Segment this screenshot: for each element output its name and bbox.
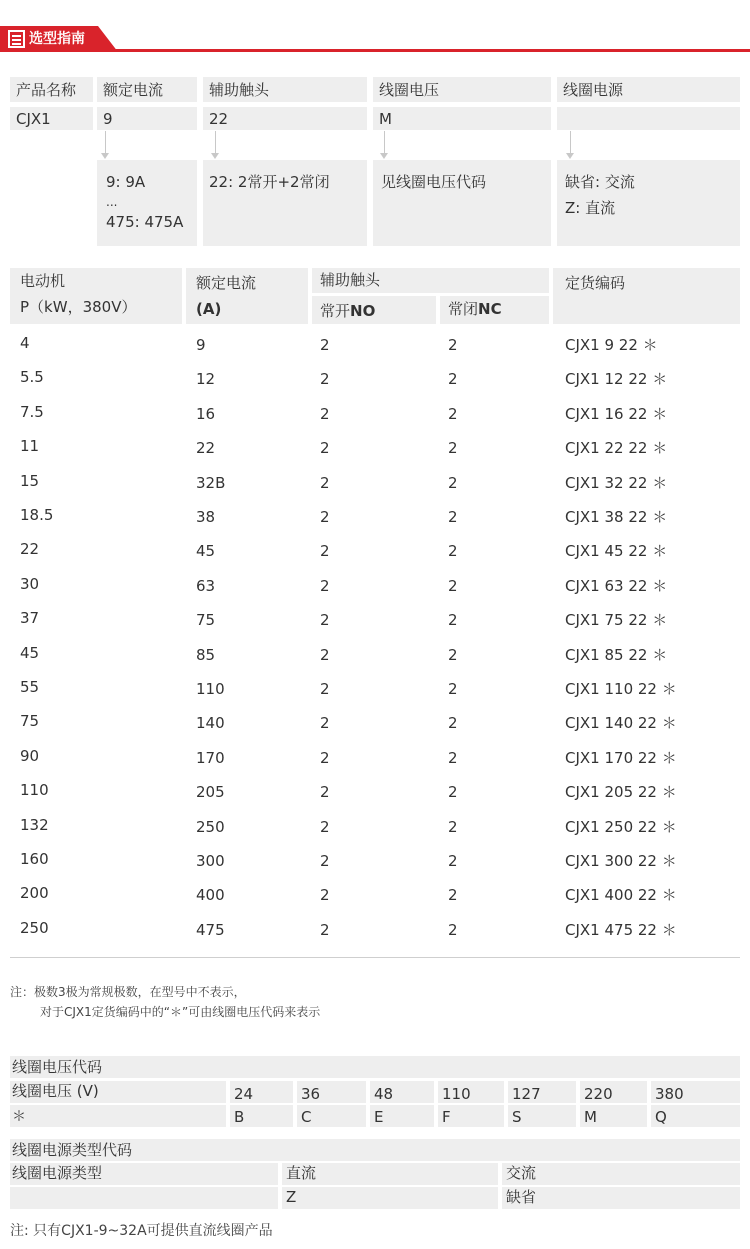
- header-nc-label: 常闭: [448, 300, 479, 318]
- cell-current: 170: [196, 748, 225, 767]
- section-header: [0, 0, 750, 58]
- voltage-code: S: [508, 1105, 576, 1127]
- header-code: 定货编码: [553, 268, 740, 324]
- cell-nc: 2: [448, 748, 458, 767]
- cell-power: 45: [20, 643, 40, 662]
- cell-power: 5.5: [20, 368, 44, 387]
- header-motor: [10, 268, 182, 324]
- cell-current: 32B: [196, 473, 226, 492]
- note-dc-coil: 注: 只有CJX1-9~32A可提供直流线圈产品: [10, 1223, 273, 1239]
- model-header-name: 产品名称: [10, 77, 93, 102]
- cell-no: 2: [320, 508, 330, 526]
- section-title: 选型指南: [29, 31, 85, 47]
- voltage-value: 48: [370, 1081, 434, 1103]
- current-detail: [97, 160, 197, 246]
- cell-order-code: CJX1 250 22 ＊: [565, 817, 677, 836]
- cell-power: 4: [20, 334, 30, 352]
- cell-nc: 2: [448, 783, 458, 802]
- source-code-label-blank: [10, 1187, 278, 1209]
- cell-current: 38: [196, 508, 216, 526]
- cell-order-code: CJX1 22 22 ＊: [565, 439, 668, 458]
- arrow-down-icon: [101, 153, 109, 159]
- model-header-voltage: 线圈电压: [373, 77, 551, 102]
- cell-order-code: CJX1 400 22 ＊: [565, 886, 677, 905]
- cell-current: 250: [196, 817, 225, 836]
- arrow-down-icon: [380, 153, 388, 159]
- model-value-source: [557, 107, 740, 130]
- cell-order-code: CJX1 9 22 ＊: [565, 336, 658, 354]
- cell-nc: 2: [448, 473, 458, 492]
- header-current-line1: 额定电流: [196, 274, 257, 292]
- model-value-name: CJX1: [10, 107, 93, 130]
- voltage-label: 线圈电压 (V): [10, 1081, 226, 1103]
- cell-nc: 2: [448, 508, 458, 526]
- connector-line: [570, 131, 571, 153]
- cell-power: 37: [20, 609, 40, 628]
- header-contacts: 辅助触头: [312, 268, 549, 293]
- voltage-code: Q: [651, 1105, 740, 1127]
- header-nc-code: NC: [478, 300, 502, 318]
- voltage-value: 380: [651, 1081, 740, 1103]
- document-icon: [8, 30, 25, 48]
- source-detail-line: 缺省: 交流: [565, 173, 635, 191]
- cell-current: 75: [196, 611, 216, 630]
- voltage-code: E: [370, 1105, 434, 1127]
- model-header-contacts: 辅助触头: [203, 77, 367, 102]
- note-poles: 注：极数3极为常规极数，在型号中不表示，: [10, 985, 246, 999]
- cell-no: 2: [320, 439, 330, 458]
- cell-current: 9: [196, 336, 206, 354]
- table-bottom-divider: [10, 957, 740, 958]
- cell-order-code: CJX1 75 22 ＊: [565, 611, 668, 630]
- cell-current: 45: [196, 542, 216, 561]
- source-type-label: 线圈电源类型: [10, 1163, 278, 1185]
- cell-no: 2: [320, 852, 330, 870]
- arrow-down-icon: [566, 153, 574, 159]
- source-type-ac: 交流: [502, 1163, 740, 1185]
- source-type-dc: 直流: [282, 1163, 498, 1185]
- cell-current: 22: [196, 439, 216, 458]
- cell-no: 2: [320, 920, 330, 939]
- cell-order-code: CJX1 32 22 ＊: [565, 473, 668, 492]
- cell-current: 12: [196, 370, 216, 389]
- cell-no: 2: [320, 336, 330, 354]
- cell-nc: 2: [448, 714, 458, 733]
- cell-power: 7.5: [20, 402, 44, 421]
- cell-order-code: CJX1 110 22 ＊: [565, 680, 677, 698]
- cell-order-code: CJX1 12 22 ＊: [565, 370, 668, 389]
- model-value-voltage: M: [373, 107, 551, 130]
- cell-nc: 2: [448, 852, 458, 870]
- cell-no: 2: [320, 370, 330, 389]
- cell-no: 2: [320, 473, 330, 492]
- cell-nc: 2: [448, 611, 458, 630]
- header-motor-line2: P（kW，380V）: [20, 298, 137, 316]
- cell-no: 2: [320, 714, 330, 733]
- connector-line: [384, 131, 385, 153]
- cell-no: 2: [320, 680, 330, 698]
- source-code-ac: 缺省: [502, 1187, 740, 1209]
- cell-no: 2: [320, 576, 330, 595]
- cell-no: 2: [320, 886, 330, 905]
- cell-current: 300: [196, 852, 225, 870]
- cell-nc: 2: [448, 336, 458, 354]
- current-detail-line: 9: 9A: [106, 173, 146, 191]
- model-value-current: 9: [97, 107, 197, 130]
- cell-no: 2: [320, 748, 330, 767]
- note-asterisk: 对于CJX1定货编码中的“＊”可由线圈电压代码来表示: [40, 1005, 321, 1019]
- source-code-dc: Z: [282, 1187, 498, 1209]
- cell-power: 250: [20, 918, 49, 937]
- cell-current: 140: [196, 714, 225, 733]
- cell-order-code: CJX1 170 22 ＊: [565, 748, 677, 767]
- header-no-code: NO: [350, 302, 376, 320]
- cell-current: 400: [196, 886, 225, 905]
- cell-nc: 2: [448, 542, 458, 561]
- cell-power: 30: [20, 574, 40, 593]
- cell-current: 85: [196, 645, 216, 664]
- model-value-contacts: 22: [203, 107, 367, 130]
- header-no-label: 常开: [320, 302, 351, 320]
- section-underline: [0, 49, 750, 52]
- cell-no: 2: [320, 645, 330, 664]
- header-no: [312, 296, 436, 324]
- header-nc: [440, 296, 549, 324]
- cell-nc: 2: [448, 680, 458, 698]
- model-header-current: 额定电流: [97, 77, 197, 102]
- voltage-value: 127: [508, 1081, 576, 1103]
- source-detail-line: Z: 直流: [565, 199, 616, 217]
- cell-order-code: CJX1 63 22 ＊: [565, 576, 668, 595]
- cell-power: 110: [20, 781, 49, 800]
- header-motor-line1: 电动机: [20, 272, 66, 290]
- connector-line: [105, 131, 106, 153]
- voltage-code: C: [297, 1105, 366, 1127]
- cell-nc: 2: [448, 817, 458, 836]
- cell-no: 2: [320, 817, 330, 836]
- contacts-detail: 22: 2常开+2常闭: [203, 160, 367, 246]
- cell-power: 11: [20, 437, 40, 456]
- cell-power: 90: [20, 746, 40, 765]
- voltage-value: 24: [230, 1081, 293, 1103]
- cell-power: 200: [20, 884, 49, 903]
- voltage-value: 36: [297, 1081, 366, 1103]
- cell-nc: 2: [448, 920, 458, 939]
- connector-line: [215, 131, 216, 153]
- cell-order-code: CJX1 475 22 ＊: [565, 920, 677, 939]
- cell-nc: 2: [448, 439, 458, 458]
- cell-nc: 2: [448, 404, 458, 423]
- cell-power: 18.5: [20, 506, 54, 524]
- cell-current: 63: [196, 576, 216, 595]
- cell-current: 205: [196, 783, 225, 802]
- cell-no: 2: [320, 611, 330, 630]
- cell-no: 2: [320, 404, 330, 423]
- cell-order-code: CJX1 16 22 ＊: [565, 404, 668, 423]
- cell-current: 16: [196, 404, 216, 423]
- voltage-code: F: [438, 1105, 504, 1127]
- cell-power: 132: [20, 815, 49, 834]
- asterisk-label: ＊: [10, 1105, 226, 1127]
- cell-order-code: CJX1 205 22 ＊: [565, 783, 677, 802]
- arrow-down-icon: [211, 153, 219, 159]
- cell-no: 2: [320, 783, 330, 802]
- cell-power: 15: [20, 471, 40, 490]
- cell-power: 55: [20, 678, 40, 696]
- model-header-source: 线圈电源: [557, 77, 740, 102]
- cell-no: 2: [320, 542, 330, 561]
- header-current-line2: (A): [196, 300, 222, 318]
- voltage-value: 220: [580, 1081, 647, 1103]
- cell-order-code: CJX1 45 22 ＊: [565, 542, 668, 561]
- cell-nc: 2: [448, 576, 458, 595]
- cell-power: 75: [20, 712, 40, 731]
- current-detail-line: ...: [106, 195, 118, 209]
- cell-order-code: CJX1 85 22 ＊: [565, 645, 668, 664]
- voltage-code: M: [580, 1105, 647, 1127]
- voltage-code-title: 线圈电压代码: [10, 1056, 740, 1078]
- cell-power: 160: [20, 850, 49, 868]
- cell-nc: 2: [448, 370, 458, 389]
- source-code-title: 线圈电源类型代码: [10, 1139, 740, 1161]
- voltage-code: B: [230, 1105, 293, 1127]
- cell-current: 475: [196, 920, 225, 939]
- source-detail: [557, 160, 740, 246]
- header-current: [186, 268, 308, 324]
- current-detail-line: 475: 475A: [106, 213, 184, 231]
- cell-power: 22: [20, 540, 40, 559]
- cell-nc: 2: [448, 886, 458, 905]
- cell-order-code: CJX1 38 22 ＊: [565, 508, 668, 526]
- cell-current: 110: [196, 680, 225, 698]
- cell-order-code: CJX1 300 22 ＊: [565, 852, 677, 870]
- voltage-value: 110: [438, 1081, 504, 1103]
- cell-order-code: CJX1 140 22 ＊: [565, 714, 677, 733]
- voltage-detail: 见线圈电压代码: [373, 160, 551, 246]
- cell-nc: 2: [448, 645, 458, 664]
